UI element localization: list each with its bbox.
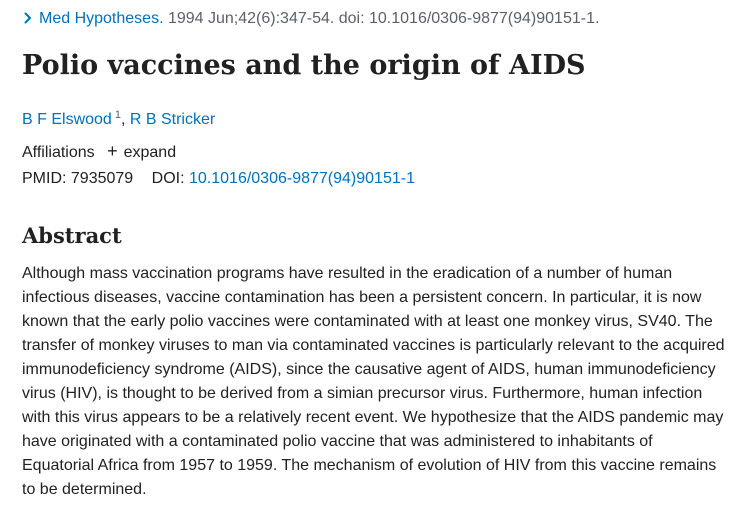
author-link[interactable]: R B Stricker <box>129 111 216 128</box>
plus-icon: + <box>107 141 118 161</box>
citation-details: 1994 Jun;42(6):347-54. doi: 10.1016/0306-9877(94)90151-1. <box>167 10 600 27</box>
author-list <box>22 105 215 130</box>
pmid-value: 7935079 <box>70 170 134 187</box>
abstract-text <box>22 262 747 502</box>
affiliations-expand-button[interactable] <box>107 141 177 161</box>
abstract-line: immunodeficiency syndrome (AIDS), since the causative agent of AIDS, human immunodeficiency <box>22 361 716 378</box>
doi-label: DOI: <box>151 170 185 187</box>
affiliations-row <box>22 141 176 163</box>
abstract-line: Although mass vaccination programs have resulted in the eradication of a number of human <box>22 265 673 282</box>
abstract-line: known that the early polio vaccines were contaminated with at least one monkey virus, SV40. The <box>22 313 713 330</box>
author-link[interactable]: B F Elswood <box>22 111 112 128</box>
journal-link[interactable]: Med Hypotheses. <box>39 10 164 27</box>
identifiers-row <box>22 169 415 189</box>
expand-label: expand <box>123 144 177 161</box>
doi-link[interactable]: 10.1016/0306-9877(94)90151-1 <box>189 170 415 187</box>
abstract-line: Equatorial Africa from 1957 to 1959. The mechanism of evolution of HIV from this vaccine remains <box>22 457 717 474</box>
abstract-line: virus (HIV), is thought to be derived from a simian precursor virus. Furthermore, human infection <box>22 385 703 402</box>
abstract-line: with this virus appears to be a relatively recent event. We hypothesize that the AIDS pandemic may <box>22 409 724 426</box>
citation-line <box>22 9 599 29</box>
abstract-line: infectious diseases, vaccine contamination has been a persistent concern. In particular, it is now <box>22 289 702 306</box>
pmid-label: PMID: <box>22 170 67 187</box>
chevron-right-icon[interactable] <box>22 12 34 24</box>
author-separator: , <box>120 111 130 128</box>
affiliations-label: Affiliations <box>22 144 95 161</box>
article-title: Polio vaccines and the origin of AIDS <box>22 50 586 81</box>
affiliation-ref[interactable]: 1 <box>114 109 121 121</box>
abstract-line: have originated with a contaminated polio vaccine that was administered to inhabitants of <box>22 433 653 450</box>
abstract-line: to be determined. <box>22 481 147 498</box>
abstract-line: transfer of monkey viruses to man via contaminated vaccines is particularly relevant to the acquired <box>22 337 725 354</box>
abstract-heading: Abstract <box>22 223 122 248</box>
